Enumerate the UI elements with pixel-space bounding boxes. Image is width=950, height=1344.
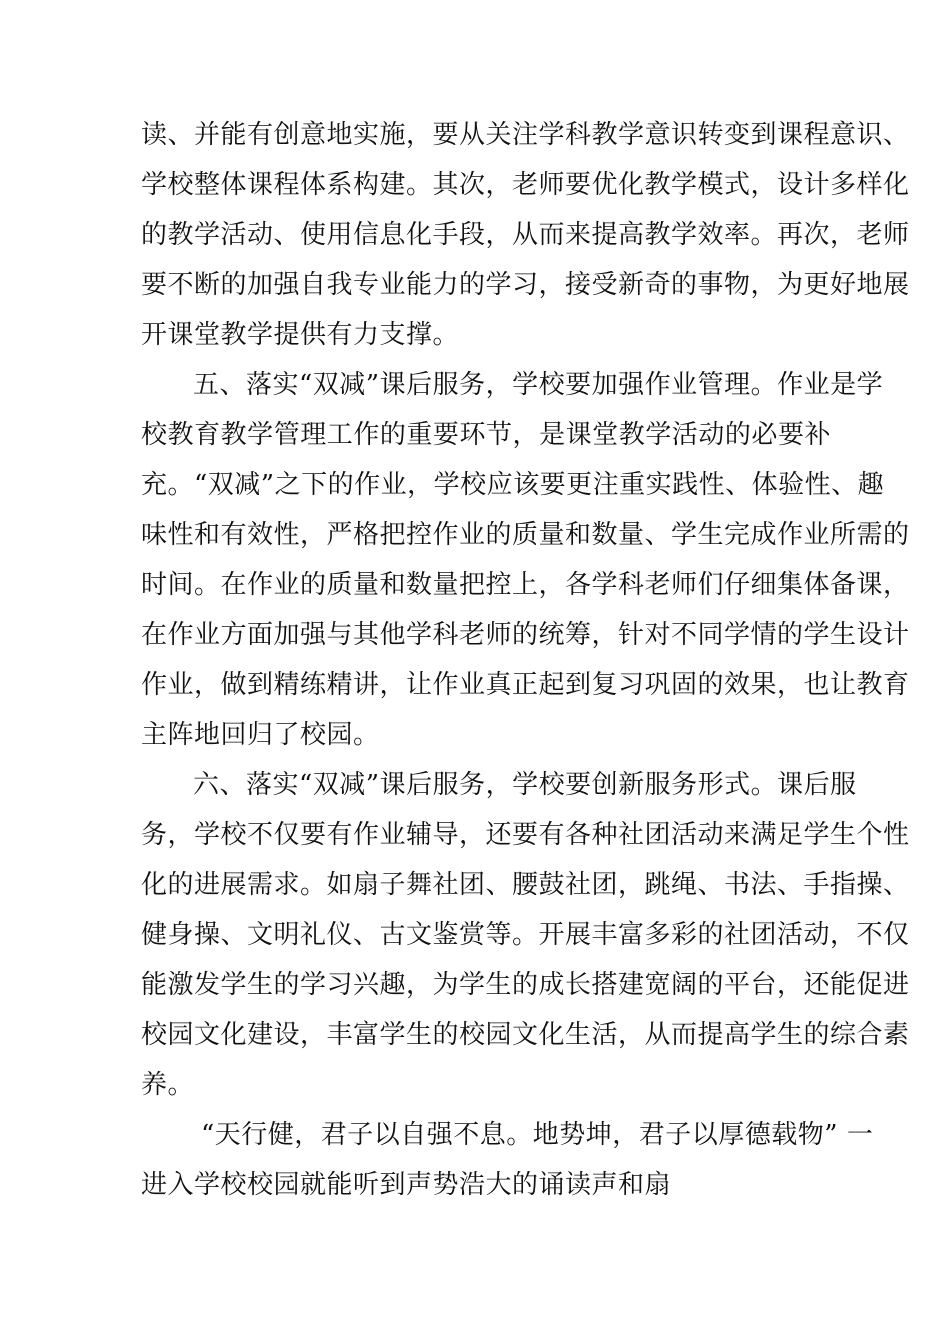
text-line: 学校整体课程体系构建。其次，老师要优化教学模式，设计多样化 [141,170,910,200]
text-line: 味性和有效性，严格把控作业的质量和数量、学生完成作业所需的 [141,520,910,550]
text-line: 养。 [141,1070,195,1100]
text-line: 作业，做到精练精讲，让作业真正起到复习巩固的效果，也让教育 [141,670,910,700]
text-line: 在作业方面加强与其他学科老师的统筹，针对不同学情的学生设计 [141,620,910,650]
paragraph-six-start: 六、落实“双减”课后服务，学校要创新服务形式。课后服 [193,770,857,800]
text-line: 的教学活动、使用信息化手段，从而来提高教学效率。再次，老师 [141,220,910,250]
text-line: 开课堂教学提供有力支撑。 [141,320,460,350]
text-line: 进入学校校园就能听到声势浩大的诵读声和扇 [141,1170,672,1200]
text-line: 要不断的加强自我专业能力的学习，接受新奇的事物，为更好地展 [141,270,910,300]
text-line: 健身操、文明礼仪、古文鉴赏等。开展丰富多彩的社团活动，不仅 [141,920,910,950]
text-line: 能激发学生的学习兴趣，为学生的成长搭建宽阔的平台，还能促进 [141,970,910,1000]
text-line: 读、并能有创意地实施，要从关注学科教学意识转变到课程意识、 [141,120,910,150]
quote-paragraph-start: “天行健，君子以自强不息。地势坤，君子以厚德载物” 一 [201,1120,874,1150]
text-line: 务，学校不仅要有作业辅导，还要有各种社团活动来满足学生个性 [141,820,910,850]
text-line: 校教育教学管理工作的重要环节，是课堂教学活动的必要补 [141,420,831,450]
text-line: 时间。在作业的质量和数量把控上，各学科老师们仔细集体备课， [141,570,910,600]
document-body [141,110,910,1210]
text-line: 主阵地回归了校园。 [141,720,380,750]
text-line: 校园文化建设，丰富学生的校园文化生活，从而提高学生的综合素 [141,1020,910,1050]
text-line: 化的进展需求。如扇子舞社团、腰鼓社团，跳绳、书法、手指操、 [141,870,910,900]
text-line: 充。“双减”之下的作业，学校应该要更注重实践性、体验性、趣 [141,470,885,500]
paragraph-five-start: 五、落实“双减”课后服务，学校要加强作业管理。作业是学 [193,370,884,400]
